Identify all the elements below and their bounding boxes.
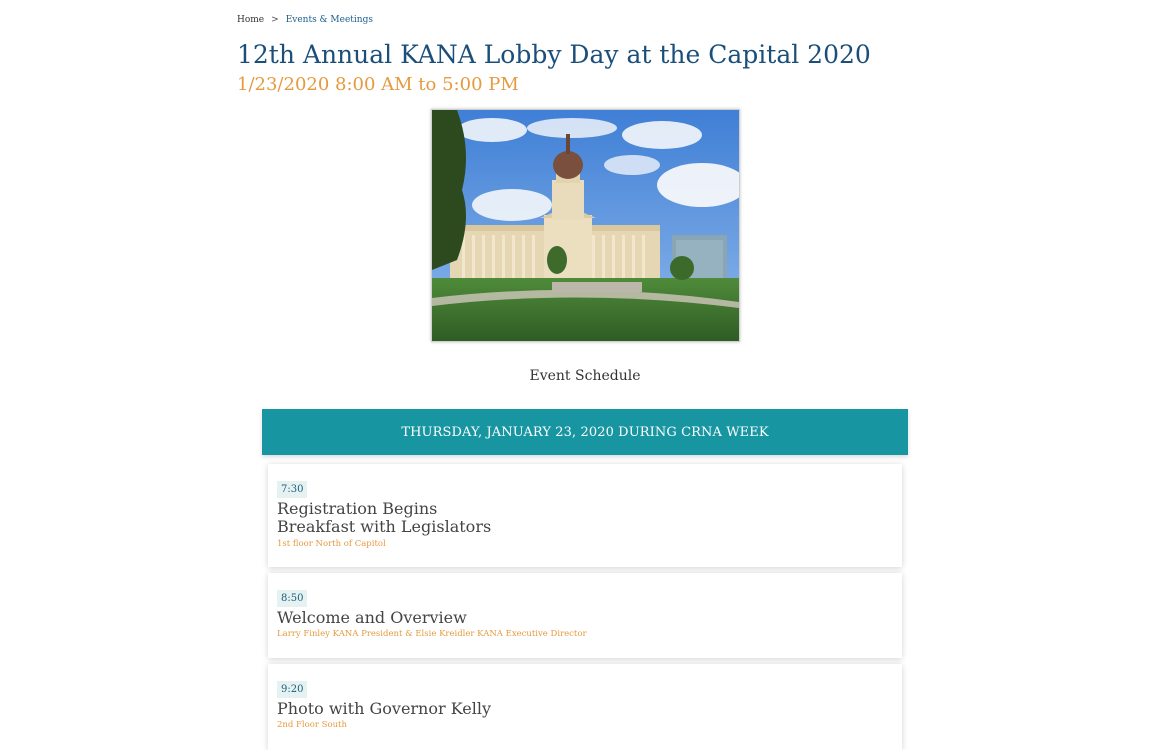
schedule-item-time: 8:50 xyxy=(277,590,307,607)
schedule-item-title: Photo with Governor Kelly xyxy=(277,699,491,718)
schedule-item xyxy=(268,464,902,567)
schedule-item-location: Larry Finley KANA President & Elsie Kreidler KANA Executive Director xyxy=(277,629,587,639)
capitol-building-photo xyxy=(431,109,740,342)
schedule-item xyxy=(268,664,902,750)
event-schedule-label: Event Schedule xyxy=(529,368,641,384)
schedule-item-titles xyxy=(277,500,491,536)
schedule-item-titles xyxy=(277,609,467,627)
schedule-item-time: 9:20 xyxy=(277,681,307,698)
breadcrumb-home-link[interactable]: Home xyxy=(237,15,265,25)
schedule-item-time: 7:30 xyxy=(277,481,307,498)
schedule-item xyxy=(268,573,902,658)
schedule-item-title: Welcome and Overview xyxy=(277,608,467,627)
schedule-item-location: 1st floor North of Capitol xyxy=(277,539,386,549)
schedule-item-title: Breakfast with Legislators xyxy=(277,517,492,536)
page-title: 12th Annual KANA Lobby Day at the Capital 2020 xyxy=(237,40,871,69)
event-datetime: 1/23/2020 8:00 AM to 5:00 PM xyxy=(237,74,519,95)
schedule-item-titles xyxy=(277,700,491,718)
breadcrumb-events-link[interactable]: Events & Meetings xyxy=(285,15,373,25)
breadcrumb xyxy=(237,14,373,26)
schedule-item-title: Registration Begins xyxy=(277,499,438,518)
breadcrumb-separator: > xyxy=(271,15,279,25)
schedule-day-header: THURSDAY, JANUARY 23, 2020 DURING CRNA WEEK xyxy=(262,409,908,455)
schedule-item-location: 2nd Floor South xyxy=(277,720,347,730)
